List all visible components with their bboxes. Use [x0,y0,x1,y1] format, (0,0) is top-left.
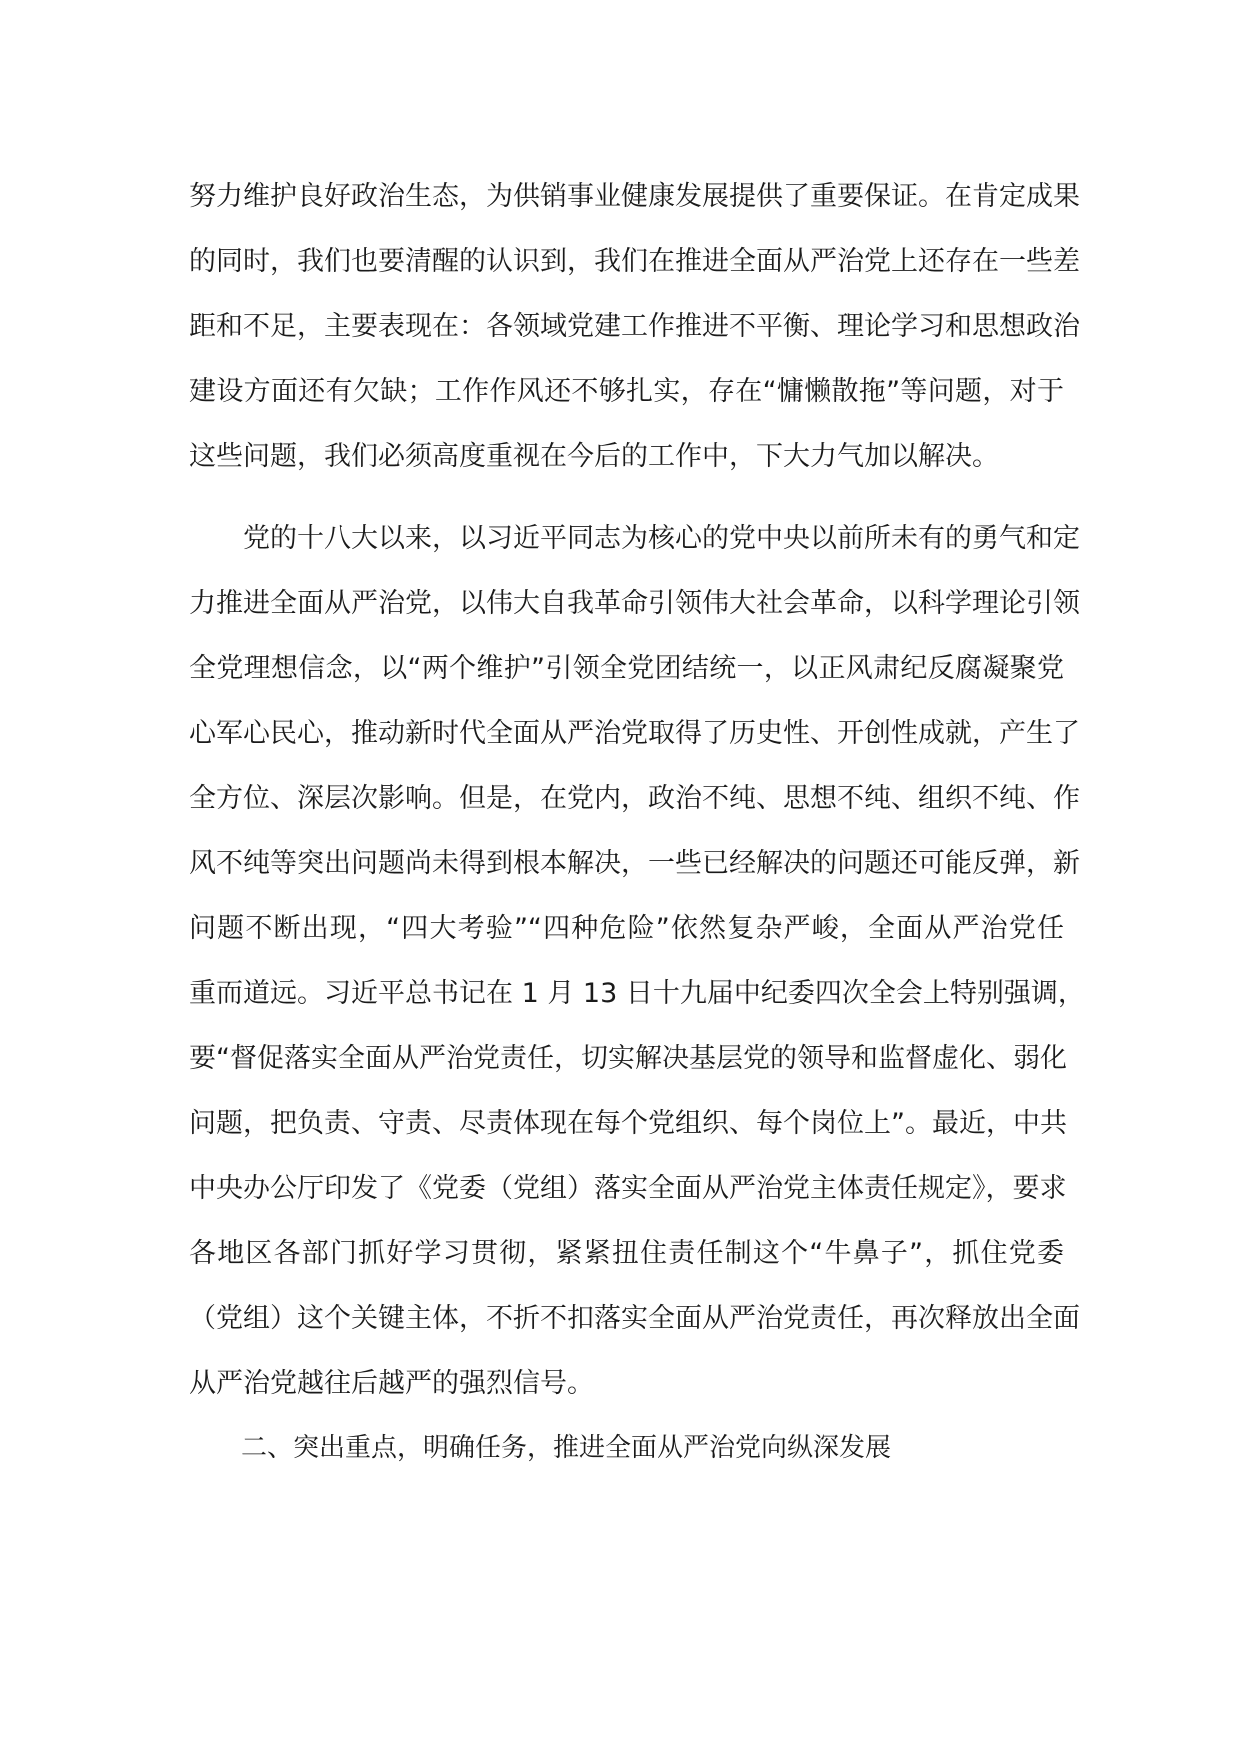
body-paragraph [189,164,1080,489]
paragraph-line: 努力维护良好政治生态，为供销事业健康发展提供了重要保证。在肯定成果 [189,181,1080,212]
paragraph-line: 的同时，我们也要清醒的认识到，我们在推进全面从严治党上还存在一些差 [189,246,1080,277]
paragraph-line: 各地区各部门抓好学习贯彻，紧紧扭住责任制这个“牛鼻子”，抓住党委 [189,1238,1064,1269]
paragraph-line: 全党理想信念，以“两个维护”引领全党团结统一，以正风肃纪反腐凝聚党 [189,653,1064,684]
section-heading-text: 二、突出重点，明确任务，推进全面从严治党向纵深发展 [189,1433,892,1463]
paragraph-line: 中央办公厅印发了《党委（党组）落实全面从严治党主体责任规定》，要求 [189,1173,1067,1204]
paragraph-line: 心军心民心，推动新时代全面从严治党取得了历史性、开创性成就，产生了 [189,718,1080,749]
body-paragraph [189,506,1085,1416]
paragraph-line: 要“督促落实全面从严治党责任，切实解决基层党的领导和监督虚化、弱化 [189,1043,1067,1074]
paragraph-line: 从严治党越往后越严的强烈信号。 [189,1368,594,1399]
paragraph-line: 问题不断出现，“四大考验”“四种危险”依然复杂严峻，全面从严治党任 [189,913,1064,944]
paragraph-line: 党的十八大以来，以习近平同志为核心的党中央以前所未有的勇气和定 [189,523,1080,554]
paragraph-line: （党组）这个关键主体，不折不扣落实全面从严治党责任，再次释放出全面 [189,1303,1080,1334]
paragraph-line: 风不纯等突出问题尚未得到根本解决，一些已经解决的问题还可能反弹，新 [189,848,1080,879]
paragraph-line: 建设方面还有欠缺；工作作风还不够扎实，存在“慵懒散拖”等问题，对于 [189,376,1064,407]
paragraph-line: 这些问题，我们必须高度重视在今后的工作中，下大力气加以解决。 [189,441,999,472]
paragraph-line: 全方位、深层次影响。但是，在党内，政治不纯、思想不纯、组织不纯、作 [189,783,1080,814]
paragraph-line: 距和不足，主要表现在：各领域党建工作推进不平衡、理论学习和思想政治 [189,311,1080,342]
paragraph-line: 问题，把负责、守责、尽责体现在每个党组织、每个岗位上”。最近，中共 [189,1108,1067,1139]
paragraph-line: 力推进全面从严治党，以伟大自我革命引领伟大社会革命，以科学理论引领 [189,588,1080,619]
section-heading [189,1416,1064,1481]
paragraph-line: 重而道远。习近平总书记在 1 月 13 日十九届中纪委四次全会上特别强调， [189,978,1085,1009]
